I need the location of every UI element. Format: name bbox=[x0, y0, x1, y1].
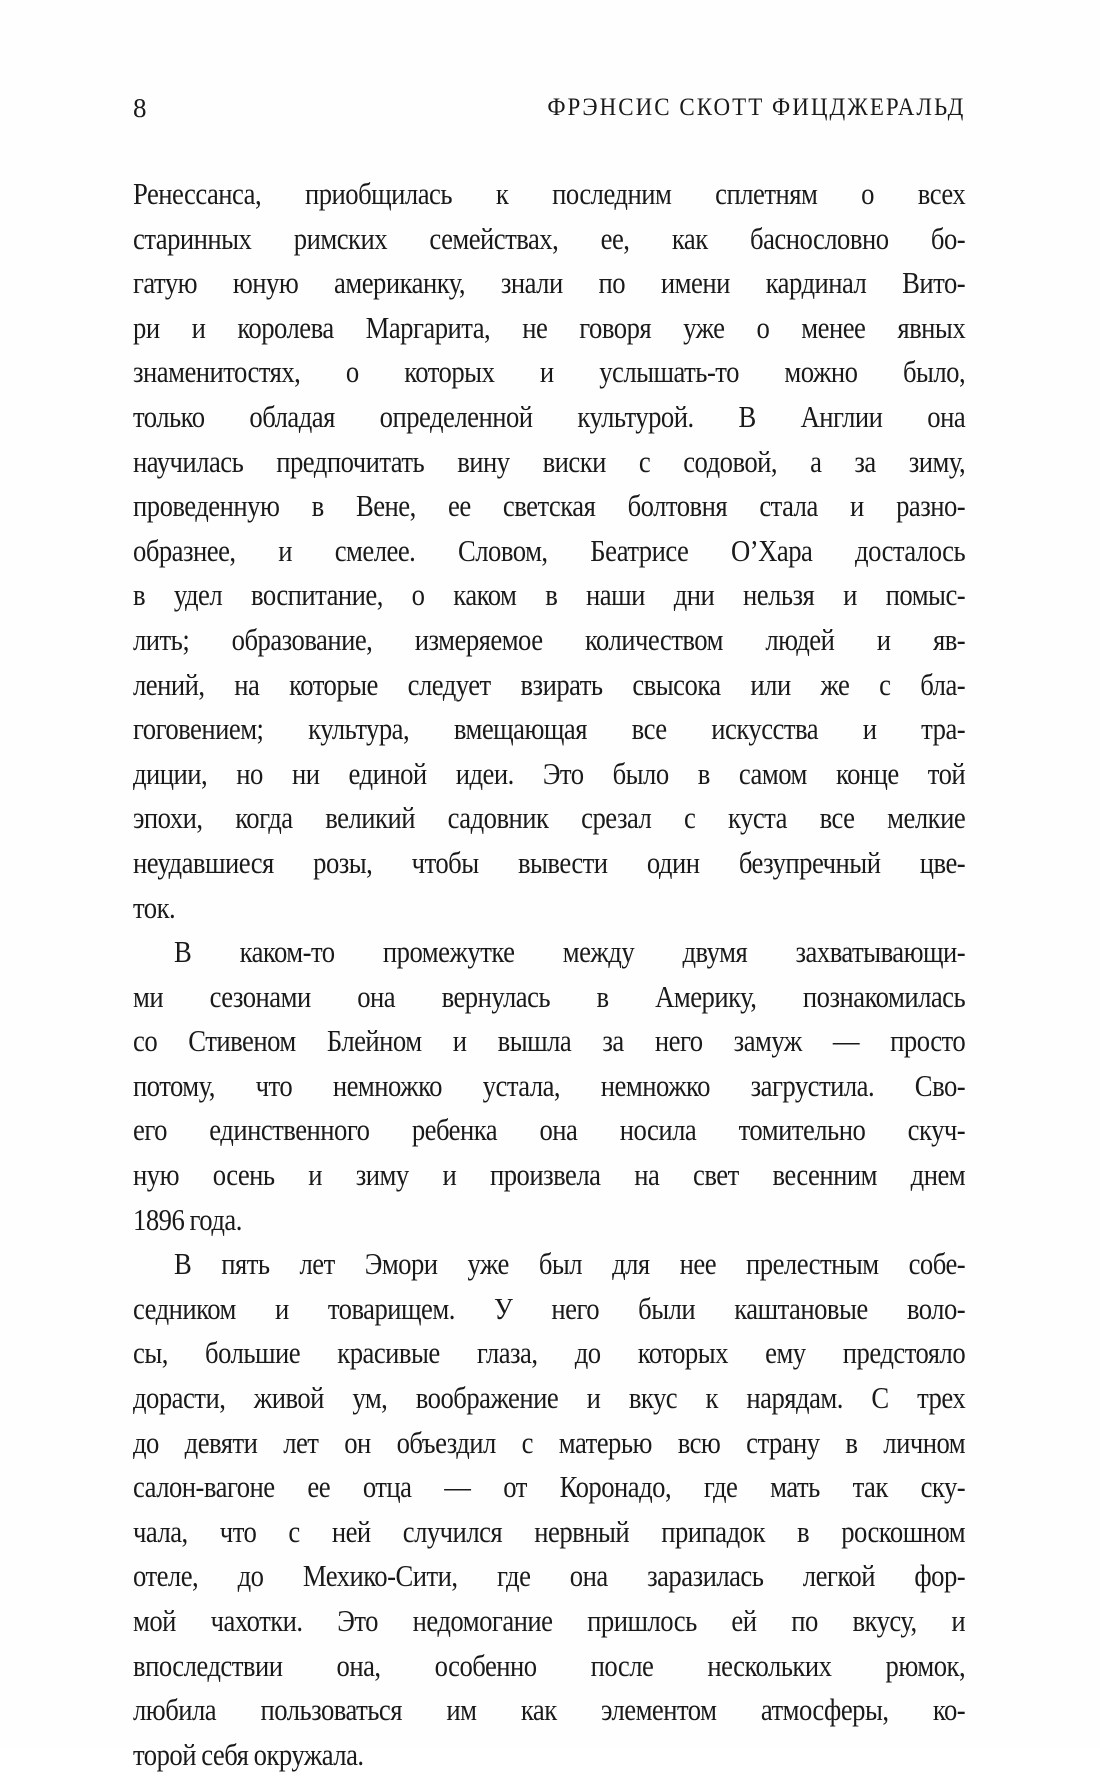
text-line-content: проведенную в Вене, ее светская болтовня стала и разно- bbox=[133, 488, 966, 524]
text-line bbox=[133, 1554, 965, 1599]
text-line bbox=[133, 306, 965, 351]
text-line-content: седником и товарищем. У него были каштановые воло- bbox=[133, 1290, 966, 1326]
text-line-content: до девяти лет он объездил с матерью всю страну в личном bbox=[133, 1424, 966, 1460]
text-line bbox=[133, 395, 965, 440]
text-line bbox=[133, 841, 965, 886]
text-line-content: ток. bbox=[133, 889, 176, 925]
text-line bbox=[133, 1599, 965, 1644]
text-line bbox=[133, 1421, 965, 1466]
text-line-content: его единственного ребенка она носила томительно скуч- bbox=[133, 1112, 966, 1148]
text-line bbox=[133, 1108, 965, 1153]
text-line bbox=[133, 1465, 965, 1510]
text-line bbox=[133, 217, 965, 262]
text-line-content: отеле, до Мехико-Сити, где она заразилась легкой фор- bbox=[133, 1558, 966, 1594]
text-line-content: образнее, и смелее. Словом, Беатрисе О’Хара досталось bbox=[133, 532, 966, 568]
text-line bbox=[133, 350, 965, 395]
text-line-content: со Стивеном Блейном и вышла за него замуж — просто bbox=[133, 1023, 966, 1059]
text-line-content: знаменитостях, о которых и услышать-то можно было, bbox=[133, 354, 966, 390]
text-line bbox=[133, 573, 965, 618]
page-number: 8 bbox=[133, 93, 147, 123]
text-line-content: В каком-то промежутке между двумя захватывающи- bbox=[174, 934, 966, 970]
text-line bbox=[133, 1688, 965, 1733]
text-line-content: неудавшиеся розы, чтобы вывести один безупречный цве- bbox=[133, 844, 966, 880]
text-line-content: диции, но ни единой идеи. Это было в самом конце той bbox=[133, 755, 966, 791]
text-line-content: лить; образование, измеряемое количеством людей и яв- bbox=[133, 621, 966, 657]
text-line-content: эпохи, когда великий садовник срезал с куста все мелкие bbox=[133, 800, 966, 836]
text-line-content: впоследствии она, особенно после нескольких рюмок, bbox=[133, 1647, 966, 1683]
text-line-content: В пять лет Эмори уже был для нее прелестным собе- bbox=[174, 1246, 966, 1282]
text-line-content: лений, на которые следует взирать свысока или же с бла- bbox=[133, 666, 966, 702]
text-line-content: любила пользоваться им как элементом атмосферы, ко- bbox=[133, 1692, 966, 1728]
text-line bbox=[133, 618, 965, 663]
text-line bbox=[133, 707, 965, 752]
text-line bbox=[133, 1064, 965, 1109]
text-line-content: салон-вагоне ее отца — от Коронадо, где мать так ску- bbox=[133, 1469, 966, 1505]
text-line bbox=[133, 484, 965, 529]
text-line-content: гатую юную американку, знали по имени кардинал Вито- bbox=[133, 265, 966, 301]
running-title-author: ФРЭНСИС СКОТТ ФИЦДЖЕРАЛЬД bbox=[547, 94, 965, 121]
running-head bbox=[133, 88, 965, 128]
text-line bbox=[133, 261, 965, 306]
text-line-content: мой чахотки. Это недомогание пришлось ей по вкусу, и bbox=[133, 1603, 966, 1638]
text-line-content: чала, что с ней случился нервный припадок в роскошном bbox=[133, 1513, 966, 1549]
text-line bbox=[133, 1510, 965, 1555]
text-line bbox=[133, 886, 965, 931]
paragraph bbox=[133, 172, 965, 930]
text-line-content: в удел воспитание, о каком в наши дни нельзя и помыс- bbox=[133, 577, 966, 613]
text-line-content: ри и королева Маргарита, не говоря уже о менее явных bbox=[133, 309, 966, 345]
text-line-content: ную осень и зиму и произвела на свет весенним днем bbox=[133, 1157, 966, 1193]
text-line bbox=[133, 1644, 965, 1689]
text-line-content: дорасти, живой ум, воображение и вкус к нарядам. С трех bbox=[133, 1380, 966, 1416]
text-line-content: ми сезонами она вернулась в Америку, познакомилась bbox=[133, 978, 966, 1014]
text-line-content: гоговением; культура, вмещающая все искусства и тра- bbox=[133, 711, 966, 747]
text-line bbox=[133, 796, 965, 841]
text-line bbox=[133, 1198, 965, 1243]
text-line-content: потому, что немножко устала, немножко загрустила. Сво- bbox=[133, 1067, 966, 1103]
text-line bbox=[133, 1153, 965, 1198]
text-line-content: только обладая определенной культурой. В Англии она bbox=[133, 398, 966, 434]
text-line bbox=[133, 752, 965, 797]
text-line bbox=[133, 930, 965, 975]
text-line bbox=[133, 1287, 965, 1332]
text-line-content: 1896 года. bbox=[133, 1201, 242, 1237]
text-line-content: старинных римских семействах, ее, как баснословно бо- bbox=[133, 220, 966, 256]
text-line bbox=[133, 1242, 965, 1287]
text-line-content: Ренессанса, приобщилась к последним сплетням о всех bbox=[133, 176, 966, 211]
text-line bbox=[133, 663, 965, 708]
text-line-content: научилась предпочитать вину виски с содовой, а за зиму, bbox=[133, 443, 966, 479]
text-line-content: сы, большие красивые глаза, до которых ему предстояло bbox=[133, 1335, 966, 1371]
body-text bbox=[133, 172, 965, 1777]
paragraph bbox=[133, 1242, 965, 1777]
paragraph bbox=[133, 930, 965, 1242]
text-line bbox=[133, 172, 965, 217]
text-line bbox=[133, 440, 965, 485]
text-line bbox=[133, 1019, 965, 1064]
text-line-content: торой себя окружала. bbox=[133, 1736, 364, 1772]
text-line bbox=[133, 975, 965, 1020]
text-line bbox=[133, 1733, 965, 1777]
text-line bbox=[133, 1376, 965, 1421]
text-line bbox=[133, 529, 965, 574]
text-line bbox=[133, 1331, 965, 1376]
